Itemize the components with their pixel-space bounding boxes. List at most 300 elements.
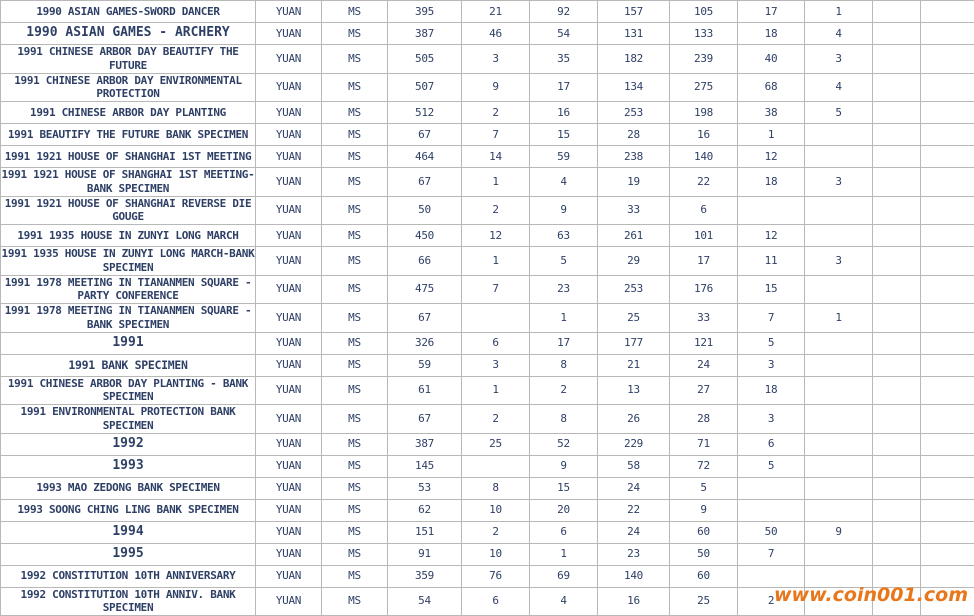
population-cell: 20 [530, 499, 598, 521]
population-cell: 512 [388, 102, 462, 124]
coin-description-cell: 1991 [1, 332, 256, 354]
population-cell: 253 [598, 275, 670, 304]
coin-description-cell: 1995 [1, 543, 256, 565]
population-cell: 23 [530, 275, 598, 304]
population-cell: 91 [388, 543, 462, 565]
population-cell [873, 247, 921, 276]
population-cell: 17 [530, 332, 598, 354]
table-row [1, 168, 974, 197]
population-cell [805, 455, 873, 477]
population-cell: 23 [598, 543, 670, 565]
denomination-cell: YUAN [256, 124, 322, 146]
population-cell: 157 [598, 1, 670, 23]
population-cell [805, 433, 873, 455]
table-row [1, 354, 974, 376]
population-cell: 68 [738, 73, 805, 102]
population-cell: 450 [388, 225, 462, 247]
population-cell [921, 196, 974, 225]
population-cell [805, 332, 873, 354]
population-cell: 2 [462, 196, 530, 225]
population-cell: 229 [598, 433, 670, 455]
population-cell: 67 [388, 405, 462, 434]
population-cell [921, 499, 974, 521]
table-row [1, 405, 974, 434]
table-row [1, 247, 974, 276]
population-cell: 182 [598, 45, 670, 74]
population-cell: 11 [738, 247, 805, 276]
coin-description-cell: 1992 CONSTITUTION 10TH ANNIVERSARY [1, 565, 256, 587]
population-cell [805, 499, 873, 521]
population-cell: 4 [805, 73, 873, 102]
coin-description-cell: 1991 1935 HOUSE IN ZUNYI LONG MARCH [1, 225, 256, 247]
population-cell: 7 [738, 543, 805, 565]
population-cell: 71 [670, 433, 738, 455]
grade-cell: MS [322, 304, 388, 333]
population-cell [462, 304, 530, 333]
population-cell [921, 146, 974, 168]
population-cell: 7 [462, 275, 530, 304]
population-cell [873, 124, 921, 146]
grade-cell: MS [322, 587, 388, 616]
site-watermark: www.coin001.com [774, 584, 968, 606]
population-cell: 10 [462, 499, 530, 521]
population-cell: 505 [388, 45, 462, 74]
population-cell: 253 [598, 102, 670, 124]
population-cell [921, 477, 974, 499]
grade-cell: MS [322, 146, 388, 168]
population-cell: 33 [670, 304, 738, 333]
population-cell: 2 [462, 102, 530, 124]
grade-cell: MS [322, 168, 388, 197]
population-cell: 58 [598, 455, 670, 477]
population-cell: 50 [670, 543, 738, 565]
denomination-cell: YUAN [256, 168, 322, 197]
population-cell: 8 [462, 477, 530, 499]
coin-description-cell: 1991 CHINESE ARBOR DAY ENVIRONMENTAL PROTECTION [1, 73, 256, 102]
coin-description-cell: 1991 BEAUTIFY THE FUTURE BANK SPECIMEN [1, 124, 256, 146]
population-cell: 140 [670, 146, 738, 168]
grade-cell: MS [322, 102, 388, 124]
coin-description-cell: 1994 [1, 521, 256, 543]
denomination-cell: YUAN [256, 225, 322, 247]
population-cell: 5 [738, 332, 805, 354]
population-cell: 387 [388, 23, 462, 45]
grade-cell: MS [322, 1, 388, 23]
table-row [1, 124, 974, 146]
population-cell [921, 455, 974, 477]
population-cell [921, 275, 974, 304]
denomination-cell: YUAN [256, 565, 322, 587]
table-row [1, 1, 974, 23]
population-cell: 8 [530, 405, 598, 434]
grade-cell: MS [322, 73, 388, 102]
population-cell: 16 [670, 124, 738, 146]
population-cell [873, 565, 921, 587]
population-cell: 6 [530, 521, 598, 543]
population-cell: 92 [530, 1, 598, 23]
population-cell: 35 [530, 45, 598, 74]
denomination-cell: YUAN [256, 587, 322, 616]
population-cell: 176 [670, 275, 738, 304]
population-cell: 1 [805, 1, 873, 23]
coin-description-cell: 1991 1921 HOUSE OF SHANGHAI REVERSE DIE GOUGE [1, 196, 256, 225]
grade-cell: MS [322, 521, 388, 543]
population-cell: 12 [738, 225, 805, 247]
population-cell: 5 [670, 477, 738, 499]
population-cell: 4 [530, 587, 598, 616]
population-cell: 4 [530, 168, 598, 197]
population-cell [921, 521, 974, 543]
population-cell: 15 [530, 477, 598, 499]
population-cell [873, 455, 921, 477]
population-cell: 3 [805, 168, 873, 197]
coin-description-cell: 1991 1978 MEETING IN TIANANMEN SQUARE - PARTY CONFERENCE [1, 275, 256, 304]
population-cell: 9 [530, 196, 598, 225]
population-cell: 2 [530, 376, 598, 405]
population-cell [805, 565, 873, 587]
population-cell: 18 [738, 23, 805, 45]
coin-description-cell: 1991 ENVIRONMENTAL PROTECTION BANK SPECIMEN [1, 405, 256, 434]
population-cell: 17 [670, 247, 738, 276]
population-cell [462, 455, 530, 477]
population-cell: 25 [670, 587, 738, 616]
population-cell [873, 587, 921, 616]
population-cell: 15 [530, 124, 598, 146]
population-cell [921, 168, 974, 197]
population-cell: 359 [388, 565, 462, 587]
grade-cell: MS [322, 332, 388, 354]
population-cell: 9 [805, 521, 873, 543]
population-cell: 6 [462, 332, 530, 354]
population-cell: 22 [598, 499, 670, 521]
population-cell [921, 45, 974, 74]
population-cell: 198 [670, 102, 738, 124]
population-cell [873, 477, 921, 499]
population-cell: 7 [738, 304, 805, 333]
population-cell: 8 [530, 354, 598, 376]
population-cell: 29 [598, 247, 670, 276]
population-cell: 12 [738, 146, 805, 168]
population-cell: 395 [388, 1, 462, 23]
population-cell: 1 [530, 304, 598, 333]
coin-description-cell: 1993 SOONG CHING LING BANK SPECIMEN [1, 499, 256, 521]
population-cell [873, 332, 921, 354]
population-cell [921, 304, 974, 333]
population-cell: 28 [670, 405, 738, 434]
grade-cell: MS [322, 543, 388, 565]
population-cell: 16 [598, 587, 670, 616]
denomination-cell: YUAN [256, 543, 322, 565]
population-cell [921, 102, 974, 124]
population-cell: 151 [388, 521, 462, 543]
population-cell: 507 [388, 73, 462, 102]
table-row [1, 146, 974, 168]
table-row [1, 565, 974, 587]
population-cell: 27 [670, 376, 738, 405]
population-cell [738, 196, 805, 225]
population-cell: 40 [738, 45, 805, 74]
population-cell: 1 [738, 124, 805, 146]
population-cell: 3 [462, 354, 530, 376]
population-cell: 60 [670, 521, 738, 543]
population-cell [805, 225, 873, 247]
population-cell: 464 [388, 146, 462, 168]
population-cell: 1 [805, 304, 873, 333]
denomination-cell: YUAN [256, 23, 322, 45]
denomination-cell: YUAN [256, 304, 322, 333]
population-cell [873, 168, 921, 197]
population-cell [921, 376, 974, 405]
coin-description-cell: 1991 CHINESE ARBOR DAY PLANTING [1, 102, 256, 124]
population-cell: 3 [738, 405, 805, 434]
population-cell [805, 543, 873, 565]
grade-cell: MS [322, 354, 388, 376]
population-cell: 1 [462, 247, 530, 276]
population-cell: 275 [670, 73, 738, 102]
population-cell: 18 [738, 168, 805, 197]
population-cell [805, 477, 873, 499]
denomination-cell: YUAN [256, 73, 322, 102]
population-cell: 22 [670, 168, 738, 197]
population-cell: 9 [670, 499, 738, 521]
population-cell [873, 1, 921, 23]
population-cell: 16 [530, 102, 598, 124]
population-cell [805, 587, 873, 616]
population-cell: 3 [805, 247, 873, 276]
population-cell [873, 225, 921, 247]
population-cell [873, 405, 921, 434]
population-cell: 475 [388, 275, 462, 304]
population-cell [873, 521, 921, 543]
population-cell: 10 [462, 543, 530, 565]
population-cell: 140 [598, 565, 670, 587]
table-body [1, 1, 974, 616]
population-cell: 9 [462, 73, 530, 102]
coin-description-cell: 1990 ASIAN GAMES - ARCHERY [1, 23, 256, 45]
population-cell [921, 1, 974, 23]
population-cell: 238 [598, 146, 670, 168]
coin-description-cell: 1991 1921 HOUSE OF SHANGHAI 1ST MEETING [1, 146, 256, 168]
grade-cell: MS [322, 45, 388, 74]
population-cell: 53 [388, 477, 462, 499]
population-cell: 50 [738, 521, 805, 543]
population-cell: 46 [462, 23, 530, 45]
population-cell: 1 [462, 168, 530, 197]
table-row [1, 73, 974, 102]
population-cell: 67 [388, 168, 462, 197]
denomination-cell: YUAN [256, 376, 322, 405]
population-cell [873, 196, 921, 225]
population-cell [738, 499, 805, 521]
population-cell: 59 [530, 146, 598, 168]
population-cell: 14 [462, 146, 530, 168]
population-cell: 121 [670, 332, 738, 354]
denomination-cell: YUAN [256, 45, 322, 74]
population-cell: 17 [530, 73, 598, 102]
population-cell: 2 [462, 405, 530, 434]
population-cell: 50 [388, 196, 462, 225]
table-row [1, 23, 974, 45]
population-cell [873, 304, 921, 333]
denomination-cell: YUAN [256, 102, 322, 124]
population-cell: 239 [670, 45, 738, 74]
population-cell [805, 354, 873, 376]
coin-description-cell: 1990 ASIAN GAMES-SWORD DANCER [1, 1, 256, 23]
population-cell [921, 543, 974, 565]
population-cell: 21 [598, 354, 670, 376]
denomination-cell: YUAN [256, 405, 322, 434]
population-cell: 101 [670, 225, 738, 247]
population-cell: 52 [530, 433, 598, 455]
population-cell [921, 332, 974, 354]
population-cell [873, 23, 921, 45]
population-cell [738, 477, 805, 499]
population-cell: 18 [738, 376, 805, 405]
population-cell: 5 [805, 102, 873, 124]
grade-cell: MS [322, 23, 388, 45]
population-cell: 6 [462, 587, 530, 616]
grade-cell: MS [322, 433, 388, 455]
population-cell: 134 [598, 73, 670, 102]
denomination-cell: YUAN [256, 332, 322, 354]
population-cell [873, 354, 921, 376]
population-cell [873, 73, 921, 102]
population-cell: 66 [388, 247, 462, 276]
table-row [1, 332, 974, 354]
population-cell: 24 [670, 354, 738, 376]
denomination-cell: YUAN [256, 521, 322, 543]
population-cell: 25 [598, 304, 670, 333]
table-row [1, 275, 974, 304]
table-row [1, 433, 974, 455]
table-row [1, 225, 974, 247]
population-cell: 6 [738, 433, 805, 455]
table-row [1, 304, 974, 333]
population-cell [921, 354, 974, 376]
population-cell [873, 433, 921, 455]
coin-description-cell: 1991 CHINESE ARBOR DAY PLANTING - BANK SPECIMEN [1, 376, 256, 405]
denomination-cell: YUAN [256, 1, 322, 23]
population-cell: 13 [598, 376, 670, 405]
population-cell: 3 [462, 45, 530, 74]
population-cell: 61 [388, 376, 462, 405]
population-cell: 59 [388, 354, 462, 376]
population-cell: 33 [598, 196, 670, 225]
table-row [1, 196, 974, 225]
grade-cell: MS [322, 565, 388, 587]
coin-description-cell: 1991 BANK SPECIMEN [1, 354, 256, 376]
population-cell: 63 [530, 225, 598, 247]
denomination-cell: YUAN [256, 196, 322, 225]
population-cell: 5 [738, 455, 805, 477]
population-cell: 3 [738, 354, 805, 376]
population-cell [873, 376, 921, 405]
population-cell: 54 [530, 23, 598, 45]
population-cell: 24 [598, 521, 670, 543]
population-cell [921, 433, 974, 455]
population-cell [805, 376, 873, 405]
population-cell [921, 565, 974, 587]
population-cell: 131 [598, 23, 670, 45]
grade-cell: MS [322, 455, 388, 477]
table-row [1, 499, 974, 521]
population-cell: 326 [388, 332, 462, 354]
denomination-cell: YUAN [256, 499, 322, 521]
population-cell: 177 [598, 332, 670, 354]
population-cell: 67 [388, 124, 462, 146]
population-cell: 387 [388, 433, 462, 455]
table-row [1, 521, 974, 543]
population-cell: 5 [530, 247, 598, 276]
population-cell: 72 [670, 455, 738, 477]
coin-description-cell: 1991 CHINESE ARBOR DAY BEAUTIFY THE FUTURE [1, 45, 256, 74]
population-cell [921, 247, 974, 276]
population-cell [921, 124, 974, 146]
denomination-cell: YUAN [256, 455, 322, 477]
coin-description-cell: 1991 1921 HOUSE OF SHANGHAI 1ST MEETING-BANK SPECIMEN [1, 168, 256, 197]
coin-description-cell: 1992 [1, 433, 256, 455]
population-cell: 38 [738, 102, 805, 124]
population-cell [805, 275, 873, 304]
population-cell: 28 [598, 124, 670, 146]
population-cell: 26 [598, 405, 670, 434]
table-row [1, 587, 974, 616]
grade-cell: MS [322, 124, 388, 146]
population-cell [873, 499, 921, 521]
population-cell: 54 [388, 587, 462, 616]
grade-cell: MS [322, 405, 388, 434]
table-row [1, 45, 974, 74]
population-cell: 67 [388, 304, 462, 333]
denomination-cell: YUAN [256, 146, 322, 168]
table-row [1, 376, 974, 405]
population-cell [921, 587, 974, 616]
population-cell: 62 [388, 499, 462, 521]
grade-cell: MS [322, 499, 388, 521]
coin-description-cell: 1992 CONSTITUTION 10TH ANNIV. BANK SPECIMEN [1, 587, 256, 616]
population-cell [805, 146, 873, 168]
population-cell: 21 [462, 1, 530, 23]
population-cell [873, 146, 921, 168]
population-cell [921, 23, 974, 45]
population-cell [738, 565, 805, 587]
population-cell: 4 [805, 23, 873, 45]
population-cell: 133 [670, 23, 738, 45]
population-cell: 12 [462, 225, 530, 247]
population-cell: 145 [388, 455, 462, 477]
population-cell: 1 [462, 376, 530, 405]
population-cell: 76 [462, 565, 530, 587]
coin-description-cell: 1993 [1, 455, 256, 477]
table-row [1, 477, 974, 499]
grade-cell: MS [322, 477, 388, 499]
population-cell: 60 [670, 565, 738, 587]
population-cell: 2 [462, 521, 530, 543]
table-row [1, 102, 974, 124]
population-cell [805, 196, 873, 225]
population-cell: 3 [805, 45, 873, 74]
denomination-cell: YUAN [256, 433, 322, 455]
population-cell: 6 [670, 196, 738, 225]
population-cell [873, 102, 921, 124]
population-cell: 25 [462, 433, 530, 455]
population-cell: 69 [530, 565, 598, 587]
table-row [1, 543, 974, 565]
table-row [1, 455, 974, 477]
grade-cell: MS [322, 196, 388, 225]
population-cell: 7 [462, 124, 530, 146]
coin-description-cell: 1993 MAO ZEDONG BANK SPECIMEN [1, 477, 256, 499]
